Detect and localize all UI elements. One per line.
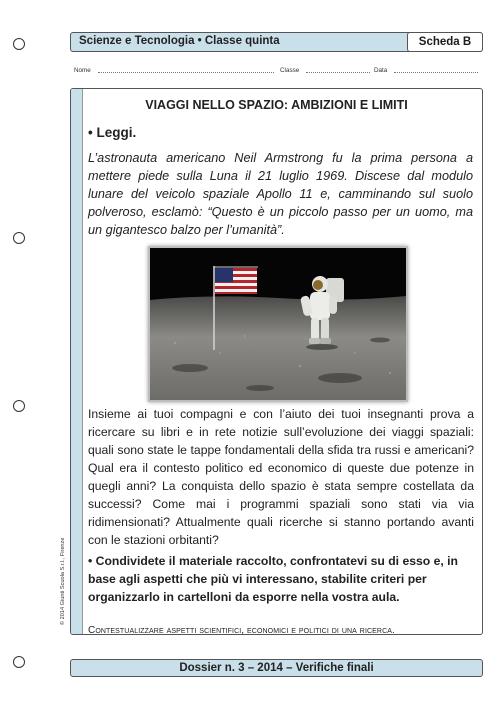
binder-hole-4 [13,656,25,668]
worksheet-title: VIAGGI NELLO SPAZIO: AMBIZIONI E LIMITI [145,98,408,112]
binder-hole-2 [13,232,25,244]
reading-passage: L’astronauta americano Neil Armstrong fu la prima persona a mettere piede sulla Luna il 21 luglio 1969. Discese dal modulo lunare del veicolo spaziale Apollo 11 e, camminando sul suolo polveroso, esclamò: “Questo è un piccolo passo per un uomo, ma un gigantesco balzo per l’umanità”. [88,151,473,237]
binder-hole-1 [13,38,25,50]
scheda-tag: Scheda B [407,32,483,52]
copyright-notice: © 2014 Giunti Scuola S.r.l., Firenze [60,537,66,625]
subject-label: Scienze e Tecnologia • Classe quinta [79,35,280,47]
header-band [70,32,483,52]
binder-hole-3 [13,400,25,412]
card-side-stripe [71,89,83,634]
moon-landing-photo [148,246,408,402]
research-paragraph: Insieme ai tuoi compagni e con l’aiuto dei tuoi insegnanti prova a ricercare su libri e in rete notizie sull’evoluzione dei viaggi spaziali: quali sono state le tappe fondamentali della sfida tra russi e americani? Qual era il contesto politico ed economico di queste due potenze in quegli anni? La conquista dello spazio è stata sempre costellata da successi? Come mai i programmi spaziali sono stati via via ridimensionati? Attualmente quali ricerche si stanno portando avanti con le stazioni orbitanti? [88,407,474,547]
group-task: • Condividete il materiale raccolto, confrontatevi su di esso e, in base agli aspetti che più vi interessano, stabilite criteri per organizzarlo in cartelloni da esporre nella vostra aula. [88,554,458,604]
footer-band: Dossier n. 3 – 2014 – Verifiche finali [70,659,483,677]
name-label: Nome [74,67,91,74]
name-field[interactable] [98,67,274,75]
date-label: Data [374,67,388,74]
leggi-instruction: • Leggi. [88,125,137,140]
class-label: Classe [280,67,300,74]
learning-objective: Contestualizzare aspetti scientifici, economici e politici di una ricerca. [88,625,395,636]
class-field[interactable] [306,67,370,75]
date-field[interactable] [394,67,478,75]
moon-landing-illustration [150,248,406,400]
